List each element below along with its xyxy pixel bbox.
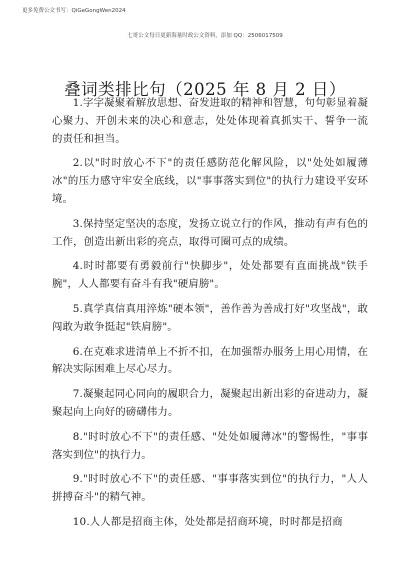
- header-subtitle-note: 七哥公文每日更新海量时政公文资料，添加 QQ：2506017509: [127, 33, 283, 39]
- paragraph-7: 7.凝聚起同心同向的履职合力，凝聚起出新出彩的奋进动力，凝聚起向上向好的磅礴伟力。: [52, 388, 368, 418]
- paragraph-5: 5.真学真信真用淬炼"硬本领"，善作善为善成打好"攻坚战"，敢闯敢为敢争挺起"铁肩膀"。: [52, 302, 368, 333]
- paragraph-9: 9."时时放心不下"的责任感、"事事落实到位"的执行力，"人人拼搏奋斗"的精气神。: [52, 473, 368, 504]
- paragraph-6: 6.在克难求进清单上不折不扣，在加强帮办服务上用心用情，在解决实际困难上尽心尽力。: [52, 345, 368, 376]
- paragraph-4: 4.时时都要有勇毅前行"快脚步"，处处都要有直面挑战"铁手腕"，人人都要有奋斗有我"硬肩膀"。: [52, 260, 368, 291]
- paragraph-1: 1.字字凝聚着解放思想、奋发进取的精神和智慧，句句彰显着凝心聚力、开创未来的决心和意志，处处体现着真抓实干、誓争一流的责任和担当。: [52, 97, 368, 145]
- document-body: [52, 95, 368, 539]
- paragraph-10: 10.人人都是招商主体，处处都是招商环境，时时都是招商: [72, 515, 343, 528]
- paragraph-3: 3.保持坚定坚决的态度，发扬立说立行的作风，推动有声有色的工作，创造出新出彩的亮点，取得可圈可点的成绩。: [52, 217, 368, 248]
- paragraph-2: 2.以"时时放心不下"的责任感防范化解风险，以"处处如履薄冰"的压力感守牢安全底线，以"事事落实到位"的执行力建设平安环境。: [52, 157, 368, 205]
- document-title: 叠词类排比句（2025 年 8 月 2 日）: [64, 80, 346, 99]
- paragraph-8: 8."时时放心不下"的责任感、"处处如履薄冰"的警惕性，"事事落实到位"的执行力。: [52, 430, 368, 461]
- header-source-note: 更多免费公文书写：QiGeGongWen2024: [22, 8, 126, 14]
